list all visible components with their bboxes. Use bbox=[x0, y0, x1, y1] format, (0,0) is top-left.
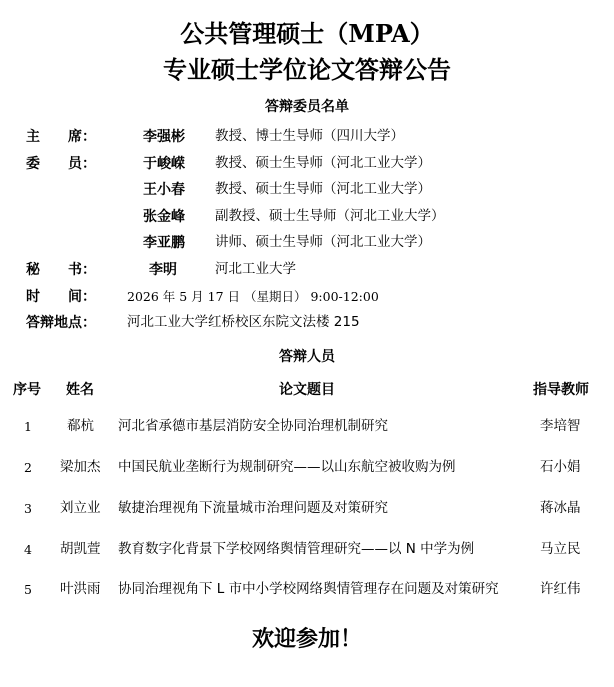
candidate-name: 胡凯萱 bbox=[60, 541, 101, 557]
candidate-name: 刘立业 bbox=[60, 500, 101, 516]
defense-place: 河北工业大学红桥校区东院文法楼 215 bbox=[127, 314, 360, 330]
member-desc: 副教授、硕士生导师（河北工业大学） bbox=[215, 208, 445, 224]
column-header-topic: 论文题目 bbox=[279, 382, 335, 398]
candidate-name: 叶洪雨 bbox=[60, 581, 101, 597]
column-header-no: 序号 bbox=[13, 382, 41, 398]
row-number: 2 bbox=[24, 460, 32, 475]
secretary-name: 李明 bbox=[149, 262, 177, 278]
member-name: 张金峰 bbox=[143, 209, 185, 225]
members-label: 委 员： bbox=[26, 156, 96, 172]
row-number: 1 bbox=[24, 419, 32, 434]
chair-name: 李强彬 bbox=[143, 129, 185, 145]
welcome-text: 欢迎参加！ bbox=[251, 626, 362, 652]
thesis-topic: 中国民航业垄断行为规制研究——以山东航空被收购为例 bbox=[118, 459, 456, 475]
member-desc: 教授、硕士生导师（河北工业大学） bbox=[215, 181, 431, 197]
member-name: 于峻嵘 bbox=[143, 156, 185, 172]
candidates-heading: 答辩人员 bbox=[279, 349, 335, 365]
announcement-title-line1: 公共管理硕士（MPA） bbox=[180, 19, 434, 48]
secretary-label: 秘 书： bbox=[26, 262, 96, 278]
member-desc: 教授、硕士生导师（河北工业大学） bbox=[215, 155, 431, 171]
member-desc: 讲师、硕士生导师（河北工业大学） bbox=[215, 234, 431, 250]
thesis-topic: 协同治理视角下 L 市中小学校网络舆情管理存在问题及对策研究 bbox=[118, 581, 499, 597]
row-number: 5 bbox=[24, 582, 32, 597]
member-name: 王小春 bbox=[143, 182, 185, 198]
advisor-name: 马立民 bbox=[540, 541, 581, 557]
committee-heading: 答辩委员名单 bbox=[265, 99, 349, 115]
column-header-name: 姓名 bbox=[66, 382, 94, 398]
secretary-desc: 河北工业大学 bbox=[215, 261, 296, 277]
thesis-topic: 敏捷治理视角下流量城市治理问题及对策研究 bbox=[118, 500, 388, 516]
defense-time: 2026 年 5 月 17 日 （星期日） 9:00-12:00 bbox=[127, 289, 379, 304]
time-label: 时 间： bbox=[26, 289, 96, 305]
advisor-name: 蒋冰晶 bbox=[540, 500, 581, 516]
thesis-topic: 教育数字化背景下学校网络舆情管理研究——以 N 中学为例 bbox=[118, 541, 475, 557]
thesis-topic: 河北省承德市基层消防安全协同治理机制研究 bbox=[118, 418, 388, 434]
candidate-name: 梁加杰 bbox=[60, 459, 101, 475]
column-header-advisor: 指导教师 bbox=[533, 382, 589, 398]
chair-label: 主 席： bbox=[26, 129, 96, 145]
advisor-name: 石小娟 bbox=[540, 459, 581, 475]
advisor-name: 李培智 bbox=[540, 418, 581, 434]
row-number: 4 bbox=[24, 542, 32, 557]
place-label: 答辩地点： bbox=[26, 315, 96, 331]
member-name: 李亚鹏 bbox=[143, 235, 185, 251]
announcement-title-line2: 专业硕士学位论文答辩公告 bbox=[163, 55, 451, 84]
row-number: 3 bbox=[24, 501, 32, 516]
advisor-name: 许红伟 bbox=[540, 581, 581, 597]
candidate-name: 郗杭 bbox=[67, 418, 94, 434]
chair-desc: 教授、博士生导师（四川大学） bbox=[215, 128, 404, 144]
